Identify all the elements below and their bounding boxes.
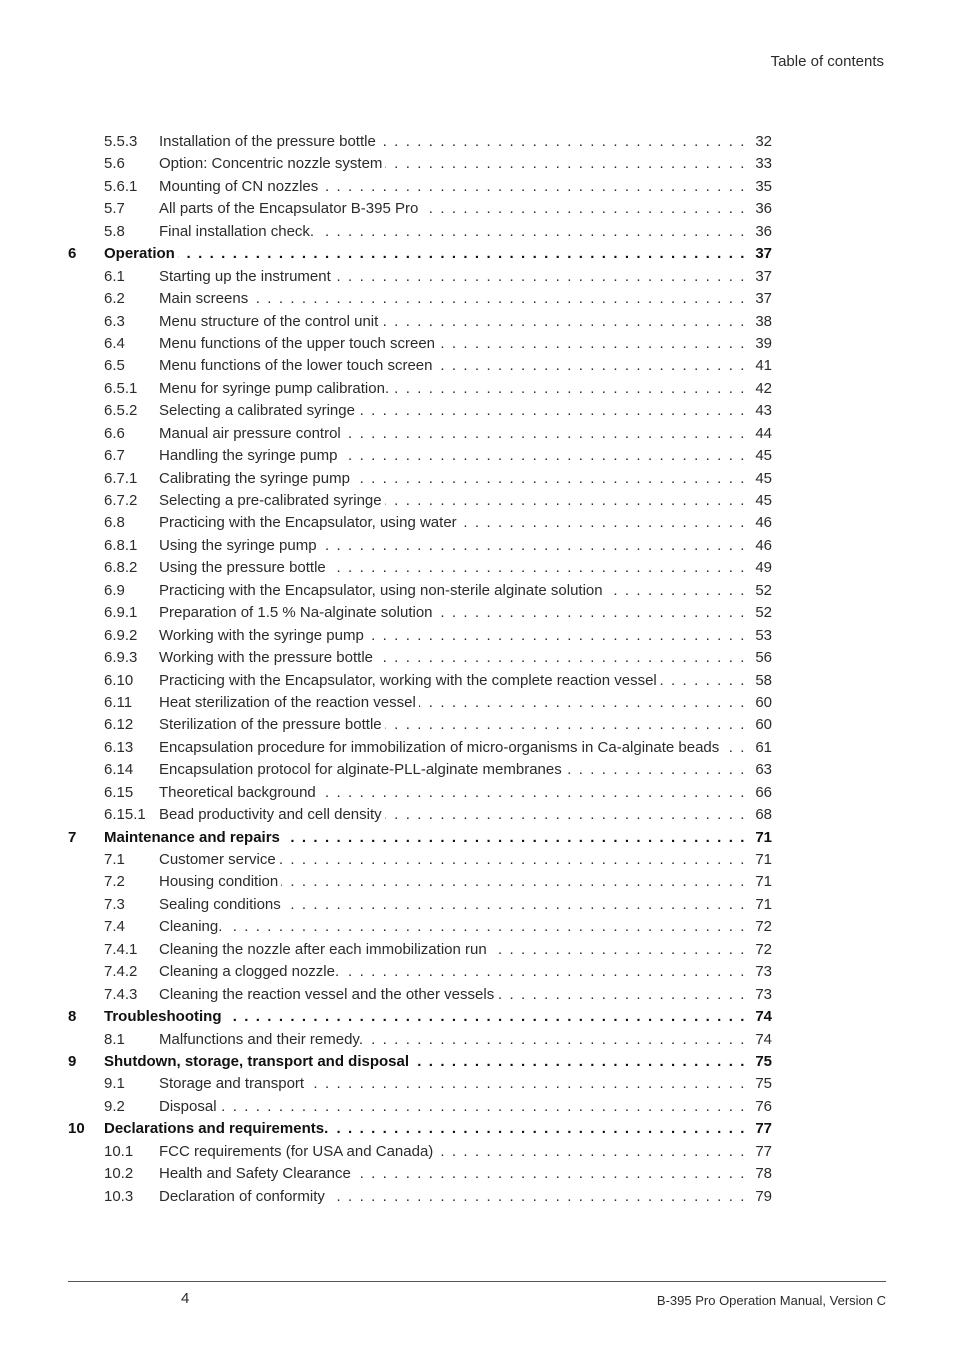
toc-section-entry[interactable] [0, 311, 954, 333]
toc-entry-title: Final installation check. [159, 223, 317, 240]
toc-entry-leader [159, 1141, 746, 1163]
toc-section-entry[interactable] [0, 625, 954, 647]
toc-entry-page: 53 [755, 626, 772, 644]
toc-entry-title: Cleaning the nozzle after each immobilization run [159, 941, 490, 958]
toc-entry-number: 8 [68, 1008, 77, 1026]
toc-entry-number: 7.1 [104, 851, 125, 868]
toc-entry-leader [159, 1029, 746, 1051]
toc-entry-title: Handling the syringe pump [159, 447, 340, 464]
toc-entry-page: 39 [755, 334, 772, 352]
toc-entry-leader [159, 1096, 746, 1118]
toc-entry-page: 56 [755, 649, 772, 667]
toc-entry-title: Declarations and requirements. [104, 1120, 331, 1137]
toc-entry-title: Selecting a pre-calibrated syringe [159, 492, 385, 509]
toc-entry-number: 6.9 [104, 581, 125, 599]
toc-entry-title: Bead productivity and cell density [159, 806, 385, 823]
toc-entry-title: Mounting of CN nozzles [159, 178, 321, 195]
toc-entry-number: 7.2 [104, 873, 125, 891]
toc-entry-title: All parts of the Encapsulator B-395 Pro [159, 200, 421, 217]
toc-entry-leader [159, 782, 746, 804]
toc-entry-number: 6.13 [104, 738, 134, 756]
toc-entry-page: 37 [755, 245, 772, 263]
toc-entry-number: 6.5 [104, 357, 125, 375]
toc-entry-number: 10.1 [104, 1142, 134, 1160]
toc-entry-title: Customer service [159, 851, 279, 868]
toc-entry-title: Disposal [159, 1098, 220, 1115]
toc-section-entry[interactable] [0, 131, 954, 153]
toc-entry-leader [159, 445, 746, 467]
toc-entry-number: 7.4.2 [104, 963, 138, 981]
toc-entry-title: Sealing conditions [159, 896, 284, 913]
toc-entry-leader [159, 198, 746, 220]
toc-entry-number: 6.7.1 [104, 469, 138, 487]
toc-entry-title: Manual air pressure control [159, 425, 344, 442]
toc-chapter-entry[interactable] [0, 1051, 954, 1073]
toc-entry-title: Sterilization of the pressure bottle [159, 716, 385, 733]
toc-entry-title: Cleaning. [159, 918, 225, 935]
toc-entry-leader [159, 468, 746, 490]
toc-section-entry[interactable] [0, 647, 954, 669]
toc-entry-number: 6.5.1 [104, 379, 138, 397]
toc-entry-page: 79 [755, 1187, 772, 1205]
toc-entry-number: 5.5.3 [104, 133, 138, 150]
toc-entry-number: 6.10 [104, 671, 134, 689]
toc-section-entry[interactable] [0, 378, 954, 400]
toc-entry-page: 44 [755, 424, 772, 442]
toc-entry-title: Selecting a calibrated syringe [159, 402, 358, 419]
toc-entry-title: Using the syringe pump [159, 537, 320, 554]
toc-entry-title: Storage and transport [159, 1075, 307, 1092]
toc-entry-title: Practicing with the Encapsulator, using water [159, 514, 460, 531]
toc-entry-title: Working with the pressure bottle [159, 649, 376, 666]
toc-entry-leader [159, 378, 746, 400]
toc-entry-title: Troubleshooting [104, 1008, 225, 1025]
toc-entry-leader [159, 512, 746, 534]
toc-entry-page: 71 [755, 851, 772, 868]
toc-entry-leader [159, 916, 746, 938]
toc-entry-page: 52 [755, 581, 772, 599]
toc-entry-title: Menu functions of the upper touch screen [159, 335, 438, 352]
toc-entry-leader [159, 490, 746, 512]
toc-entry-title: Option: Concentric nozzle system [159, 155, 385, 172]
toc-entry-leader [159, 131, 746, 153]
toc-entry-page: 60 [755, 716, 772, 734]
toc-entry-leader [104, 1118, 746, 1140]
toc-entry-title: Encapsulation protocol for alginate-PLL-alginate membranes [159, 761, 565, 778]
toc-entry-title: Menu for syringe pump calibration. [159, 380, 392, 397]
toc-entry-page: 45 [755, 492, 772, 509]
toc-entry-page: 37 [755, 267, 772, 285]
toc-entry-leader [104, 1051, 746, 1073]
toc-entry-leader [159, 355, 746, 377]
toc-entry-title: Menu functions of the lower touch screen [159, 357, 436, 374]
toc-entry-title: Calibrating the syringe pump [159, 470, 353, 487]
toc-entry-number: 6.14 [104, 761, 134, 779]
toc-section-entry[interactable] [0, 849, 954, 871]
toc-entry-number: 6.5.2 [104, 402, 138, 420]
toc-entry-page: 32 [755, 133, 772, 150]
toc-entry-number: 7.4.3 [104, 985, 138, 1003]
toc-entry-page: 45 [755, 447, 772, 465]
toc-entry-page: 58 [755, 671, 772, 689]
toc-entry-number: 7.4 [104, 918, 125, 936]
toc-entry-leader [159, 311, 746, 333]
toc-section-entry[interactable] [0, 355, 954, 377]
toc-entry-number: 6.6 [104, 424, 125, 442]
toc-entry-title: Main screens [159, 290, 251, 307]
toc-section-entry[interactable] [0, 535, 954, 557]
toc-entry-page: 49 [755, 559, 772, 577]
toc-entry-title: Cleaning the reaction vessel and the other vessels [159, 986, 497, 1003]
toc-chapter-entry[interactable] [0, 243, 954, 265]
toc-entry-leader [104, 243, 746, 265]
toc-entry-page: 36 [755, 222, 772, 240]
toc-entry-leader [159, 984, 746, 1006]
toc-section-entry[interactable] [0, 468, 954, 490]
toc-section-entry[interactable] [0, 692, 954, 714]
toc-section-entry[interactable] [0, 916, 954, 938]
toc-section-entry[interactable] [0, 490, 954, 512]
toc-entry-page: 35 [755, 177, 772, 195]
toc-section-entry[interactable] [0, 984, 954, 1006]
toc-entry-leader [159, 400, 746, 422]
toc-chapter-entry[interactable] [0, 1006, 954, 1028]
toc-entry-number: 6.8.2 [104, 559, 138, 577]
toc-entry-title: Practicing with the Encapsulator, working with the complete reaction vessel [159, 672, 660, 689]
toc-entry-number: 5.6 [104, 155, 125, 173]
toc-section-entry[interactable] [0, 333, 954, 355]
toc-section-entry[interactable] [0, 602, 954, 624]
toc-entry-page: 75 [755, 1075, 772, 1093]
toc-entry-page: 71 [755, 828, 772, 846]
toc-entry-title: FCC requirements (for USA and Canada) [159, 1143, 436, 1160]
toc-entry-page: 46 [755, 536, 772, 554]
toc-entry-number: 5.8 [104, 222, 125, 240]
toc-entry-leader [159, 737, 746, 759]
toc-entry-number: 8.1 [104, 1030, 125, 1048]
toc-section-entry[interactable] [0, 939, 954, 961]
toc-entry-page: 76 [755, 1097, 772, 1115]
toc-entry-leader [159, 266, 746, 288]
toc-entry-page: 73 [755, 963, 772, 981]
toc-entry-number: 6.3 [104, 312, 125, 330]
toc-entry-title: Maintenance and repairs [104, 829, 283, 846]
toc-section-entry[interactable] [0, 266, 954, 288]
toc-entry-number: 9.1 [104, 1075, 125, 1093]
toc-entry-page: 77 [755, 1120, 772, 1138]
toc-entry-number: 6.8.1 [104, 536, 138, 554]
toc-entry-number: 5.7 [104, 200, 125, 218]
toc-entry-title: Shutdown, storage, transport and disposal [104, 1053, 412, 1070]
toc-entry-leader [159, 849, 746, 871]
toc-section-entry[interactable] [0, 153, 954, 175]
toc-entry-number: 7 [68, 828, 77, 846]
toc-entry-number: 6.15.1 [104, 806, 146, 824]
toc-entry-page: 43 [755, 402, 772, 420]
toc-entry-number: 6.8 [104, 514, 125, 532]
toc-section-entry[interactable] [0, 176, 954, 198]
toc-section-entry[interactable] [0, 782, 954, 804]
toc-entry-title: Housing condition [159, 873, 281, 890]
footer-page-number: 4 [181, 1290, 190, 1307]
toc-entry-leader [159, 692, 746, 714]
toc-entry-page: 78 [755, 1165, 772, 1183]
toc-entry-page: 42 [755, 379, 772, 397]
toc-entry-leader [159, 423, 746, 445]
toc-entry-page: 72 [755, 918, 772, 936]
toc-entry-number: 9.2 [104, 1097, 125, 1115]
toc-entry-title: Declaration of conformity [159, 1188, 328, 1205]
toc-section-entry[interactable] [0, 670, 954, 692]
toc-entry-leader [159, 1163, 746, 1185]
toc-section-entry[interactable] [0, 1073, 954, 1095]
toc-entry-leader [159, 580, 746, 602]
toc-entry-page: 75 [755, 1052, 772, 1070]
toc-entry-title: Practicing with the Encapsulator, using non-sterile alginate solution [159, 582, 606, 599]
toc-section-entry[interactable] [0, 512, 954, 534]
toc-section-entry[interactable] [0, 871, 954, 893]
toc-entry-number: 6.11 [104, 693, 133, 711]
toc-entry-number: 10 [68, 1120, 85, 1138]
toc-entry-page: 72 [755, 940, 772, 958]
toc-entry-leader [159, 333, 746, 355]
toc-section-entry[interactable] [0, 580, 954, 602]
toc-entry-page: 71 [755, 895, 772, 913]
toc-entry-leader [159, 1186, 746, 1208]
toc-section-entry[interactable] [0, 714, 954, 736]
toc-entry-title: Starting up the instrument [159, 268, 334, 285]
toc-section-entry[interactable] [0, 423, 954, 445]
toc-entry-number: 10.2 [104, 1165, 134, 1183]
toc-section-entry[interactable] [0, 804, 954, 826]
toc-entry-page: 41 [755, 357, 772, 375]
toc-section-entry[interactable] [0, 759, 954, 781]
toc-entry-leader [159, 871, 746, 893]
toc-section-entry[interactable] [0, 894, 954, 916]
toc-entry-number: 6.9.2 [104, 626, 138, 644]
toc-chapter-entry[interactable] [0, 1118, 954, 1140]
toc-entry-number: 10.3 [104, 1187, 134, 1205]
toc-section-entry[interactable] [0, 1141, 954, 1163]
footer-document-title: B-395 Pro Operation Manual, Version C [656, 1293, 886, 1308]
toc-entry-number: 6.1 [104, 267, 125, 285]
toc-entry-page: 46 [755, 514, 772, 532]
toc-entry-title: Theoretical background [159, 784, 319, 801]
toc-entry-page: 74 [755, 1008, 772, 1026]
toc-entry-leader [159, 759, 746, 781]
toc-entry-page: 61 [755, 738, 772, 756]
toc-entry-title: Installation of the pressure bottle [159, 133, 379, 150]
toc-entry-number: 6.15 [104, 783, 134, 801]
toc-entry-page: 37 [755, 290, 772, 308]
toc-entry-number: 7.3 [104, 895, 125, 913]
toc-entry-leader [159, 221, 746, 243]
toc-entry-leader [159, 176, 746, 198]
toc-entry-title: Menu structure of the control unit [159, 313, 381, 330]
table-of-contents [0, 131, 954, 1208]
toc-entry-title: Preparation of 1.5 % Na-alginate solution [159, 604, 436, 621]
toc-entry-number: 6.12 [104, 716, 134, 734]
toc-entry-leader [159, 804, 746, 826]
toc-entry-title: Health and Safety Clearance [159, 1165, 354, 1182]
toc-entry-leader [159, 714, 746, 736]
toc-section-entry[interactable] [0, 288, 954, 310]
toc-entry-page: 74 [755, 1030, 772, 1048]
toc-entry-leader [104, 827, 746, 849]
toc-entry-leader [159, 939, 746, 961]
toc-entry-leader [159, 894, 746, 916]
toc-entry-leader [159, 602, 746, 624]
toc-entry-number: 6 [68, 245, 77, 263]
toc-entry-page: 45 [755, 469, 772, 487]
toc-entry-page: 63 [755, 761, 772, 779]
toc-entry-page: 68 [755, 806, 772, 824]
toc-entry-page: 33 [755, 155, 772, 173]
toc-entry-page: 77 [755, 1142, 772, 1160]
toc-entry-number: 6.7.2 [104, 492, 138, 509]
toc-entry-number: 6.4 [104, 334, 125, 352]
toc-entry-leader [104, 1006, 746, 1028]
toc-chapter-entry[interactable] [0, 827, 954, 849]
toc-section-entry[interactable] [0, 445, 954, 467]
toc-entry-page: 60 [755, 693, 772, 711]
toc-entry-leader [159, 288, 746, 310]
footer-divider [68, 1281, 886, 1282]
toc-entry-title: Working with the syringe pump [159, 627, 367, 644]
toc-entry-page: 36 [755, 200, 772, 218]
toc-entry-number: 7.4.1 [104, 940, 138, 958]
toc-entry-page: 73 [755, 985, 772, 1003]
toc-entry-leader [159, 557, 746, 579]
toc-section-entry[interactable] [0, 1029, 954, 1051]
toc-section-entry[interactable] [0, 737, 954, 759]
toc-section-entry[interactable] [0, 1096, 954, 1118]
toc-section-entry[interactable] [0, 961, 954, 983]
toc-entry-number: 6.2 [104, 290, 125, 308]
toc-entry-leader [159, 670, 746, 692]
toc-entry-number: 6.9.3 [104, 649, 138, 667]
toc-entry-page: 38 [755, 312, 772, 330]
toc-entry-leader [159, 535, 746, 557]
toc-entry-leader [159, 647, 746, 669]
toc-entry-page: 52 [755, 604, 772, 622]
toc-section-entry[interactable] [0, 557, 954, 579]
toc-section-entry[interactable] [0, 221, 954, 243]
toc-entry-title: Operation [104, 245, 178, 262]
toc-section-entry[interactable] [0, 198, 954, 220]
toc-entry-title: Heat sterilization of the reaction vessel [159, 694, 419, 711]
toc-entry-title: Encapsulation procedure for immobilization of micro-organisms in Ca-alginate beads [159, 739, 722, 756]
toc-entry-title: Using the pressure bottle [159, 559, 329, 576]
toc-entry-leader [159, 153, 746, 175]
toc-section-entry[interactable] [0, 1163, 954, 1185]
toc-entry-leader [159, 1073, 746, 1095]
toc-entry-page: 71 [755, 873, 772, 891]
toc-entry-number: 6.9.1 [104, 604, 138, 622]
toc-entry-number: 9 [68, 1052, 77, 1070]
toc-entry-leader [159, 961, 746, 983]
toc-section-entry[interactable] [0, 400, 954, 422]
toc-section-entry[interactable] [0, 1186, 954, 1208]
toc-entry-page: 66 [755, 783, 772, 801]
running-head-title: Table of contents [770, 53, 884, 70]
toc-entry-number: 6.7 [104, 447, 125, 465]
toc-entry-title: Malfunctions and their remedy. [159, 1031, 366, 1048]
toc-entry-title: Cleaning a clogged nozzle. [159, 963, 342, 980]
toc-entry-leader [159, 625, 746, 647]
toc-entry-number: 5.6.1 [104, 177, 138, 195]
